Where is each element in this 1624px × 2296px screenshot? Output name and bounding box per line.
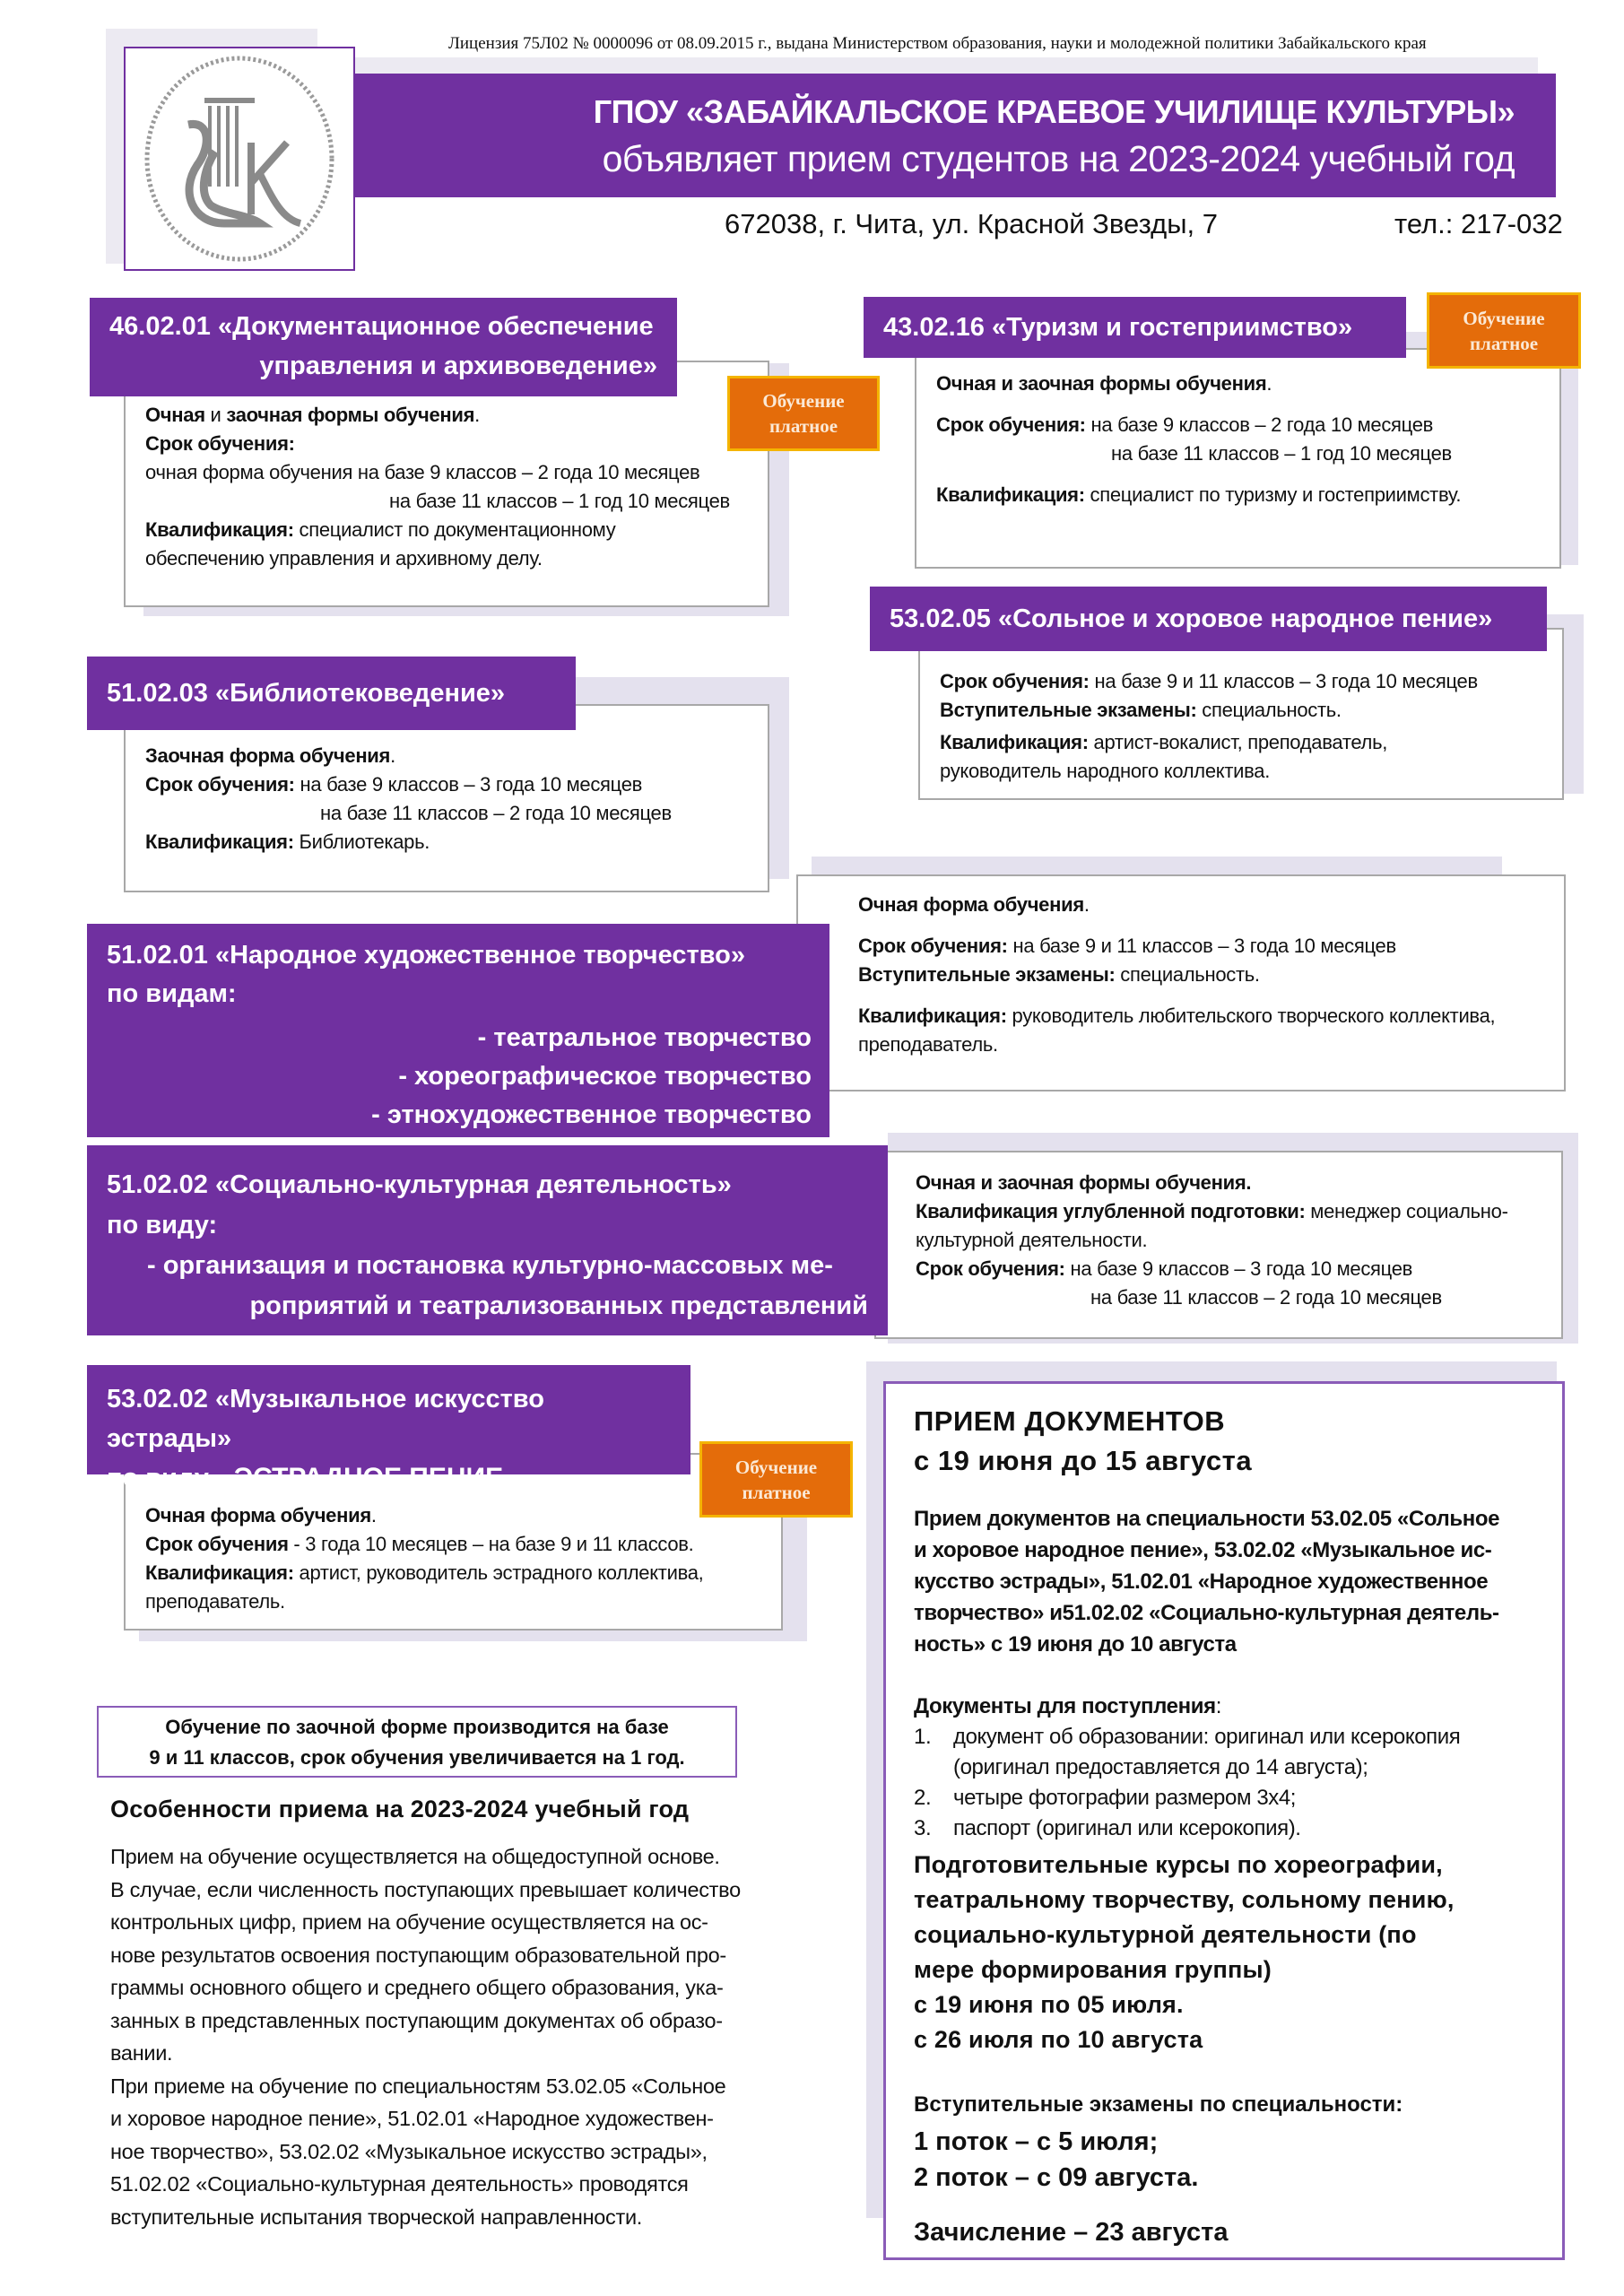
study-term-line: на базе 11 классов – 2 года 10 месяцев	[1090, 1286, 1442, 1309]
qualification: Квалификация: артист-вокалист, преподаватель,	[940, 731, 1388, 753]
documents-item-cont: (оригинал предоставляется до 14 августа);	[953, 1755, 1368, 1779]
qualification-cont: обеспечению управления и архивному делу.	[145, 547, 543, 570]
announcement-subtitle: объявляет прием студентов на 2023-2024 учебный год	[602, 138, 1515, 179]
program-header-sociocultural	[87, 1145, 888, 1335]
program-title: 46.02.01 «Документационное обеспечение	[109, 312, 654, 341]
study-term-label: Срок обучения:	[145, 432, 295, 455]
paid-badge: Обучение платное	[1427, 292, 1581, 369]
program-card-folk-singing	[918, 628, 1564, 800]
study-term: Срок обучения - 3 года 10 месяцев – на базе 9 и 11 классов.	[145, 1533, 694, 1555]
features-line: контрольных цифр, прием на обучение осуществляется на ос-	[110, 1910, 708, 1934]
features-text	[110, 1840, 794, 2233]
program-header-library: 51.02.03 «Библиотековедение»	[87, 657, 576, 730]
features-title: Особенности приема на 2023-2024 учебный год	[110, 1796, 690, 1822]
banner-shadow	[354, 57, 1538, 75]
features-line: При приеме на обучение по специальностям 53.02.05 «Сольное	[110, 2074, 726, 2098]
documents-item: 3. паспорт (оригинал или ксерокопия).	[914, 1816, 1301, 1840]
qualification-cont: преподаватель.	[145, 1590, 285, 1613]
distance-learning-note: Обучение по заочной форме производится на базе 9 и 11 классов, срок обучения увеличивается на 1 год.	[97, 1706, 737, 1778]
admission-heading: ПРИЕМ ДОКУМЕНТОВ с 19 июня до 15 августа	[914, 1405, 1253, 1476]
program-header-documentation	[90, 298, 677, 396]
qualification: Квалификация: специалист по туризму и гостеприимству.	[936, 483, 1462, 506]
special-admission-text: Прием документов на специальности 53.02.05 «Сольное и хоровое народное пение», 53.02.02 «Музыкальное ис- кусство эстрады», 51.02.01 «Народное художественное творчество» и51.02.02 «Социально-культурная деятель- ность» с 19 июня до 10 августа	[914, 1507, 1500, 1657]
program-title-cont: управления и архивоведение»	[259, 352, 657, 380]
study-term: Срок обучения: на базе 9 и 11 классов – 3 года 10 месяцев	[858, 935, 1396, 957]
study-form: Очная и заочная формы обучения.	[145, 404, 480, 426]
kind-item-cont: роприятий и театрализованных представлений	[249, 1292, 868, 1320]
preparatory-courses: Подготовительные курсы по хореографии, театральному творчеству, сольному пению, социально-культурной деятельности (по мере формирования группы) с 19 июня по 05 июля. с 26 июля по 10 августа	[914, 1848, 1559, 2057]
study-form: Очная и заочная формы обучения.	[916, 1171, 1252, 1194]
entrance-exams: Вступительные экзамены: специальность.	[940, 699, 1342, 721]
features-line: и хоровое народное пение», 51.02.01 «Народное художествен-	[110, 2107, 714, 2130]
features-line: вступительные испытания творческой направленности.	[110, 2205, 643, 2229]
study-term: Срок обучения: на базе 9 классов – 3 года 10 месяцев	[916, 1257, 1413, 1280]
license-text: Лицензия 75Л02 № 0000096 от 08.09.2015 г., выдана Министерством образования, науки и молодежной политики Забайкальского края	[448, 34, 1427, 53]
kind-item: - хореографическое творчество	[398, 1062, 812, 1091]
program-card-folk-art-info	[796, 874, 1566, 1091]
features-line: Прием на обучение осуществляется на общедоступной основе.	[110, 1845, 720, 1868]
logo-frame	[124, 47, 355, 271]
features-line: граммы основного общего и среднего общего образования, ука-	[110, 1976, 724, 1999]
enrollment-date: Зачисление – 23 августа	[914, 2218, 1229, 2247]
study-term-line: на базе 11 классов – 2 года 10 месяцев	[320, 802, 672, 824]
program-subtitle: по виду:	[107, 1211, 218, 1239]
program-header-tourism: 43.02.16 «Туризм и гостеприимство»	[864, 297, 1406, 358]
study-term: Срок обучения: на базе 9 и 11 классов – 3 года 10 месяцев	[940, 670, 1478, 692]
documents-label: Документы для поступления:	[914, 1694, 1221, 1718]
program-title: 53.02.02 «Музыкальное искусство эстрады»	[107, 1385, 544, 1453]
paid-badge: Обучение платное	[727, 376, 880, 451]
qualification: Квалификация углубленной подготовки: менеджер социально-	[916, 1200, 1508, 1222]
study-term-line: на базе 11 классов – 1 год 10 месяцев	[389, 490, 730, 512]
study-term: Срок обучения: на базе 9 классов – 3 года 10 месяцев	[145, 773, 643, 796]
exam-stream: 1 поток – с 5 июля;	[914, 2127, 1159, 2156]
address: 672038, г. Чита, ул. Красной Звезды, 7	[725, 208, 1218, 239]
lyre-monogram-logo-icon	[126, 48, 353, 269]
qualification-cont: преподаватель.	[858, 1033, 998, 1056]
admission-box	[883, 1381, 1565, 2260]
program-title: 51.02.02 «Социально-культурная деятельность»	[107, 1170, 732, 1199]
paid-badge: Обучение платное	[699, 1441, 853, 1518]
program-title: 51.02.01 «Народное художественное творчество»	[107, 941, 745, 970]
course-dates: с 26 июля по 10 августа	[914, 2026, 1203, 2053]
program-card-sociocultural-info	[874, 1151, 1563, 1339]
phone-number: тел.: 217-032	[1394, 208, 1563, 239]
program-header-folk-art	[87, 924, 829, 1137]
program-card-documentation	[124, 361, 769, 607]
course-dates: с 19 июня по 05 июля.	[914, 1991, 1184, 2018]
qualification-cont: культурной деятельности.	[916, 1229, 1148, 1251]
features-line: нове результатов освоения поступающим образовательной про-	[110, 1943, 726, 1967]
entrance-exams-label: Вступительные экзамены по специальности:	[914, 2092, 1403, 2117]
features-line: ное творчество», 53.02.02 «Музыкальное искусство эстрады»,	[110, 2139, 708, 2163]
program-subtitle: по видам:	[107, 979, 237, 1008]
program-header-pop-music	[87, 1365, 690, 1492]
program-card-library	[124, 704, 769, 892]
qualification: Квалификация: Библиотекарь.	[145, 831, 430, 853]
title-banner	[354, 74, 1556, 197]
documents-item: 1. документ об образовании: оригинал или ксерокопия	[914, 1725, 1461, 1749]
qualification: Квалификация: специалист по документационному	[145, 518, 616, 541]
qualification: Квалификация: артист, руководитель эстрадного коллектива,	[145, 1561, 704, 1584]
study-form: Очная и заочная формы обучения.	[936, 372, 1272, 395]
study-term-line: на базе 11 классов – 1 год 10 месяцев	[1111, 442, 1452, 465]
program-subtitle: по виду ЭСТРАДНОЕ ПЕНИЕ	[107, 1463, 504, 1492]
study-form: Очная форма обучения.	[858, 893, 1090, 916]
exam-streams	[914, 2124, 1198, 2196]
kind-item: - театральное творчество	[477, 1023, 812, 1052]
documents-item: 2. четыре фотографии размером 3х4;	[914, 1786, 1297, 1810]
program-header-folk-singing: 53.02.05 «Сольное и хоровое народное пение»	[870, 587, 1547, 651]
features-line: занных в представленных поступающим документах об образо-	[110, 2008, 723, 2032]
program-kind: ЭСТРАДНОЕ ПЕНИЕ	[233, 1463, 504, 1492]
qualification-cont: руководитель народного коллектива.	[940, 760, 1271, 782]
study-form: Заочная форма обучения.	[145, 744, 395, 767]
study-form: Очная форма обучения.	[145, 1504, 377, 1526]
features-line: В случае, если численность поступающих превышает количество	[110, 1877, 741, 1901]
kind-item: - организация и постановка культурно-массовых ме-	[147, 1251, 833, 1280]
entrance-exams: Вступительные экзамены: специальность.	[858, 963, 1260, 986]
college-title: ГПОУ «ЗАБАЙКАЛЬСКОЕ КРАЕВОЕ УЧИЛИЩЕ КУЛЬТУРЫ»	[593, 93, 1515, 130]
study-term: Срок обучения: на базе 9 классов – 2 года 10 месяцев	[936, 413, 1434, 436]
qualification: Квалификация: руководитель любительского творческого коллектива,	[858, 1004, 1496, 1027]
features-line: вании.	[110, 2041, 173, 2065]
documents-list	[914, 1692, 1546, 1844]
kind-item: - этнохудожественное творчество	[371, 1100, 812, 1129]
features-line: 51.02.02 «Социально-культурная деятельность» проводятся	[110, 2172, 689, 2196]
study-term-line: очная форма обучения на базе 9 классов – 2 года 10 месяцев	[145, 461, 700, 483]
exam-stream: 2 поток – с 09 августа.	[914, 2163, 1199, 2192]
program-card-tourism	[915, 348, 1561, 569]
